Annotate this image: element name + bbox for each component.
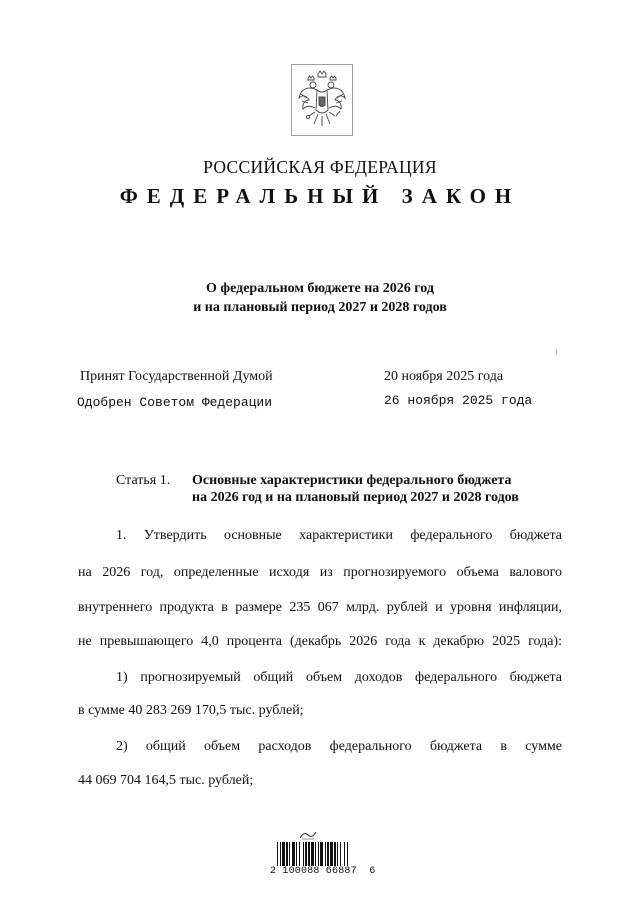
article-title-line-2: на 2026 год и на плановый период 2027 и 2028 годов <box>192 490 519 505</box>
barcode-number: 2 100088 66887 6 <box>270 866 376 877</box>
article-number: Статья 1. <box>116 473 171 488</box>
margin-tick-mark <box>556 349 557 355</box>
approved-by-council-date: 26 ноября 2025 года <box>384 393 533 408</box>
paragraph-1-line-2: на 2026 год, определенные исходя из прогнозируемого объема валового <box>78 565 562 580</box>
approved-by-council-label: Одобрен Советом Федерации <box>77 395 273 410</box>
country-heading: РОССИЙСКАЯ ФЕДЕРАЦИЯ <box>203 157 437 177</box>
item-2-line-1: 2) общий объем расходов федерального бюджета в сумме <box>116 739 562 754</box>
paragraph-1-line-3: внутреннего продукта в размере 235 067 млрд. рублей и уровня инфляции, <box>78 600 562 615</box>
adopted-by-duma-date: 20 ноября 2025 года <box>384 369 504 384</box>
adopted-by-duma-label: Принят Государственной Думой <box>80 369 273 384</box>
item-1-line-1: 1) прогнозируемый общий объем доходов федерального бюджета <box>116 670 562 685</box>
law-type-heading: ФЕДЕРАЛЬНЫЙ ЗАКОН <box>119 184 521 208</box>
paragraph-1-line-4: не превышающего 4,0 процента (декабрь 2026 года к декабрю 2025 года): <box>78 634 562 649</box>
law-title-line-1: О федеральном бюджете на 2026 год <box>206 281 434 296</box>
paragraph-1-line-1: 1. Утвердить основные характеристики федерального бюджета <box>116 528 562 543</box>
stamp-mark-icon <box>299 830 317 840</box>
item-1-line-2: в сумме 40 283 269 170,5 тыс. рублей; <box>78 703 304 718</box>
article-title-line-1: Основные характеристики федерального бюджета <box>192 473 512 488</box>
coat-of-arms-emblem <box>291 64 353 136</box>
item-2-line-2: 44 069 704 164,5 тыс. рублей; <box>78 773 254 788</box>
barcode-icon <box>275 842 365 869</box>
law-title-line-2: и на плановый период 2027 и 2028 годов <box>193 300 447 315</box>
